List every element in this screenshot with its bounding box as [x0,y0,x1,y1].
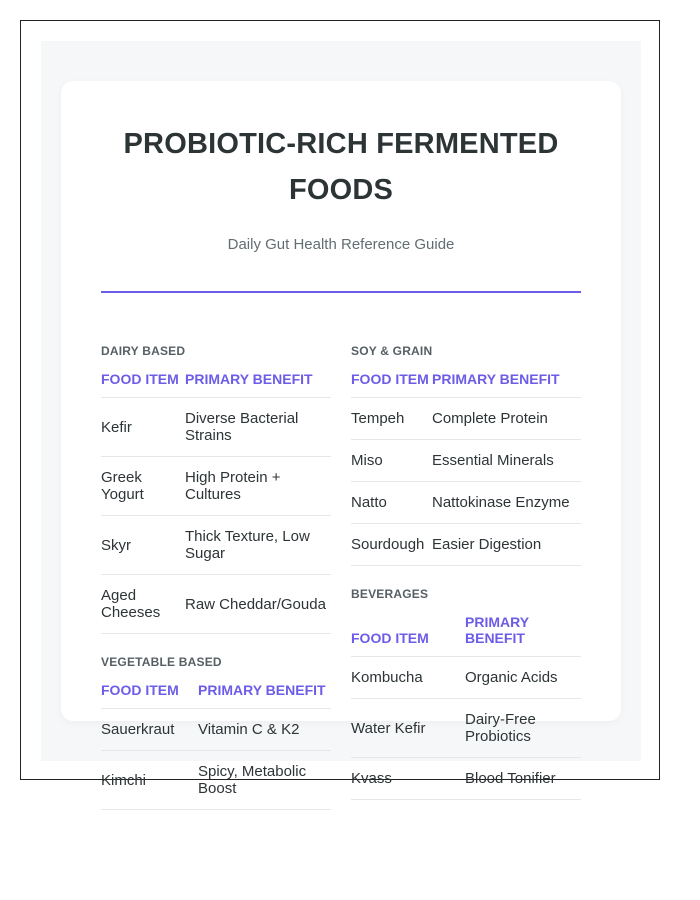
food-item: Tempeh [351,398,432,440]
food-item: Miso [351,440,432,482]
food-item: Kombucha [351,657,465,699]
food-item: Kvass [351,758,465,800]
food-benefit: Thick Texture, Low Sugar [185,516,331,575]
column-header-item: FOOD ITEM [351,371,432,398]
left-column [101,343,331,810]
food-benefit: Diverse Bacterial Strains [185,398,331,457]
section-title-vegetable: VEGETABLE BASED [101,655,222,669]
food-item: Skyr [101,516,185,575]
food-item: Greek Yogurt [101,457,185,516]
table-header-row [351,614,581,657]
food-benefit: High Protein + Cultures [185,457,331,516]
column-header-benefit: PRIMARY BENEFIT [465,614,581,657]
food-benefit: Spicy, Metabolic Boost [198,751,331,810]
food-benefit: Organic Acids [465,657,581,699]
column-header-item: FOOD ITEM [351,614,465,657]
table-row [351,398,581,440]
table-row [101,575,331,634]
table-row [351,482,581,524]
food-item: Water Kefir [351,699,465,758]
table-row [351,440,581,482]
food-benefit: Nattokinase Enzyme [432,482,581,524]
table-row [101,709,331,751]
table-row [101,751,331,810]
table-row [351,699,581,758]
food-benefit: Vitamin C & K2 [198,709,331,751]
vegetable-table [101,682,331,810]
food-benefit: Complete Protein [432,398,581,440]
header-divider [101,291,581,293]
soy-grain-table [351,371,581,566]
section-title-beverages: BEVERAGES [351,587,429,601]
guide-content [101,81,581,797]
table-row [101,516,331,575]
column-header-benefit: PRIMARY BENEFIT [432,371,581,398]
food-benefit: Essential Minerals [432,440,581,482]
table-row [351,524,581,566]
column-header-benefit: PRIMARY BENEFIT [198,682,331,709]
food-benefit: Raw Cheddar/Gouda [185,575,331,634]
food-item: Kefir [101,398,185,457]
table-header-row [351,371,581,398]
column-header-benefit: PRIMARY BENEFIT [185,371,331,398]
food-item: Kimchi [101,751,198,810]
beverages-table [351,614,581,800]
section-title-dairy: DAIRY BASED [101,344,186,358]
food-item: Aged Cheeses [101,575,185,634]
food-item: Sourdough [351,524,432,566]
food-benefit: Easier Digestion [432,524,581,566]
section-title-soy-grain: SOY & GRAIN [351,344,433,358]
table-header-row [101,682,331,709]
food-item: Sauerkraut [101,709,198,751]
table-header-row [101,371,331,398]
food-benefit: Dairy-Free Probiotics [465,699,581,758]
page-title: PROBIOTIC-RICH FERMENTED FOODS [123,128,559,206]
food-benefit: Blood Tonifier [465,758,581,800]
right-column [351,343,581,800]
column-header-item: FOOD ITEM [101,682,198,709]
table-row [351,758,581,800]
table-row [351,657,581,699]
dairy-table [101,371,331,634]
column-header-item: FOOD ITEM [101,371,185,398]
table-row [101,457,331,516]
table-row [101,398,331,457]
food-item: Natto [351,482,432,524]
page-subtitle: Daily Gut Health Reference Guide [227,236,455,253]
